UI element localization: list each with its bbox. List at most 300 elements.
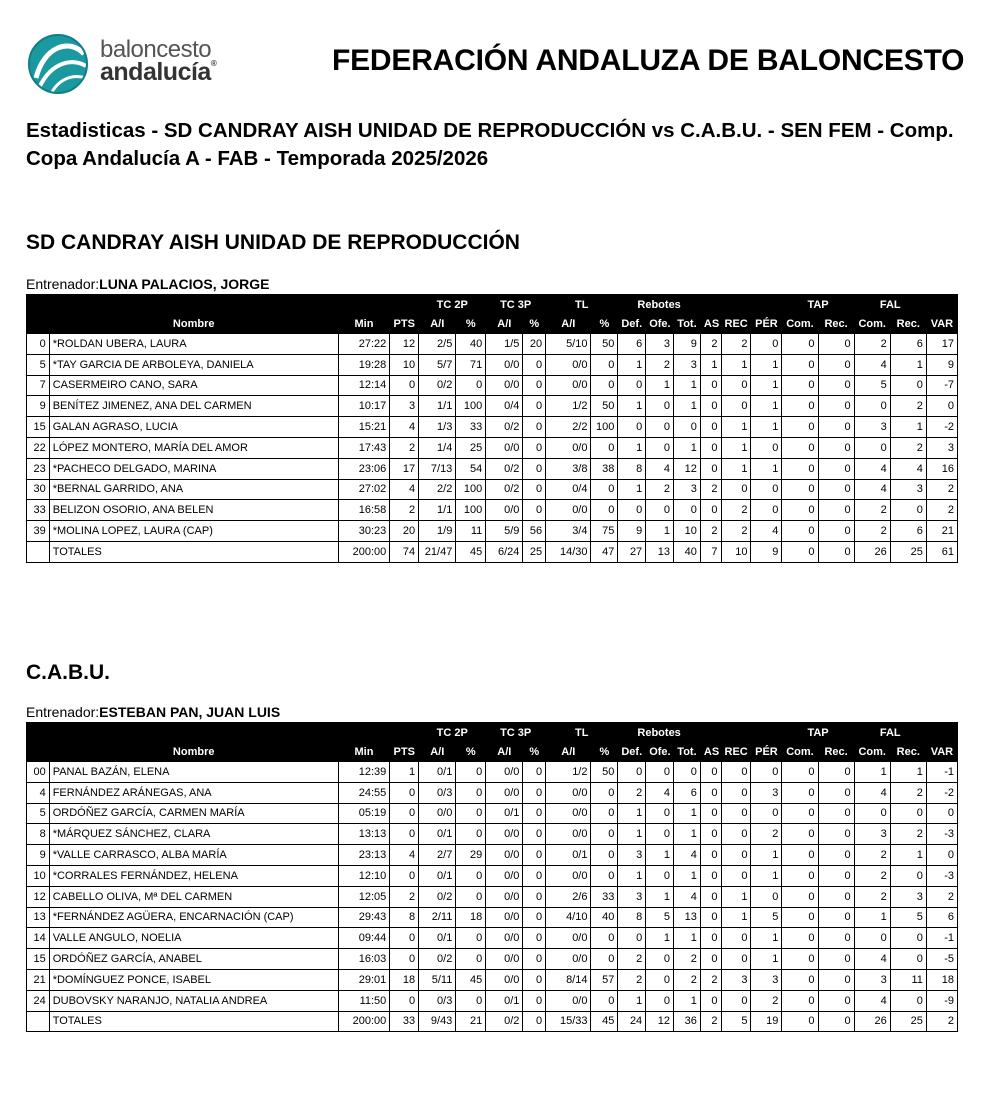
group-header-tap: TAP <box>782 295 854 315</box>
stat-cell: 1 <box>751 417 782 438</box>
stat-cell: 1 <box>646 886 674 907</box>
stat-cell: 1/2 <box>546 762 591 783</box>
stat-cell: 12:14 <box>338 375 390 396</box>
stat-cell: 0 <box>523 845 546 866</box>
stat-cell: 0 <box>782 417 818 438</box>
stat-cell: 0/0 <box>546 928 591 949</box>
stat-cell: 1 <box>618 803 646 824</box>
stat-cell: 20 <box>523 334 546 355</box>
stat-cell: 45 <box>456 541 486 562</box>
stat-cell: 3 <box>890 886 926 907</box>
player-number: 30 <box>27 479 50 500</box>
coach-label: Entrenador: <box>26 276 100 292</box>
stat-cell: 0 <box>618 500 646 521</box>
stat-cell: -3 <box>926 865 957 886</box>
stat-cell: 2 <box>700 969 721 990</box>
stat-cell: 0 <box>700 782 721 803</box>
stat-cell: 0 <box>700 990 721 1011</box>
stat-cell: 1 <box>721 354 751 375</box>
column-header: A/I <box>486 743 523 762</box>
logo-line2 <box>100 60 216 85</box>
player-number: 5 <box>27 803 50 824</box>
stat-cell: 200:00 <box>338 541 390 562</box>
team-name-away: C.A.B.U. <box>26 661 110 684</box>
stat-cell: 0 <box>591 437 618 458</box>
stat-cell: 0 <box>646 396 674 417</box>
stat-cell: 5/7 <box>419 354 456 375</box>
federation-logo <box>26 32 226 96</box>
player-name: CASERMEIRO CANO, SARA <box>49 375 338 396</box>
stat-cell: 3 <box>751 969 782 990</box>
stat-cell: 2 <box>751 824 782 845</box>
stat-cell: 4/10 <box>546 907 591 928</box>
stat-cell: 1 <box>721 907 751 928</box>
stat-cell: 11 <box>456 521 486 542</box>
stat-cell: 0 <box>818 928 854 949</box>
player-name: VALLE ANGULO, NOELIA <box>49 928 338 949</box>
logo-line1: baloncesto <box>100 36 212 63</box>
stat-cell: 27:02 <box>338 479 390 500</box>
column-header: Rec. <box>818 315 854 334</box>
stat-cell: 0 <box>523 865 546 886</box>
stat-cell: 0 <box>646 437 674 458</box>
stat-cell: 21/47 <box>419 541 456 562</box>
stat-cell: 0 <box>818 375 854 396</box>
stat-cell: 74 <box>390 541 419 562</box>
stat-cell: 0 <box>782 521 818 542</box>
player-number: 7 <box>27 375 50 396</box>
stat-cell: 0/1 <box>419 762 456 783</box>
stat-cell: 1 <box>721 417 751 438</box>
stat-cell: 1/4 <box>419 437 456 458</box>
column-header: Rec. <box>890 315 926 334</box>
stat-cell: 0 <box>751 437 782 458</box>
stat-cell: 0 <box>751 762 782 783</box>
stat-cell: 9/43 <box>419 1011 456 1032</box>
stat-cell: 29:01 <box>338 969 390 990</box>
stat-cell: 0 <box>721 762 751 783</box>
stat-cell: 1 <box>674 928 701 949</box>
stat-cell: 1 <box>751 375 782 396</box>
stat-cell: 36 <box>674 1011 701 1032</box>
stat-cell: 0 <box>721 928 751 949</box>
stat-cell: 18 <box>390 969 419 990</box>
stat-cell: 0 <box>721 865 751 886</box>
stat-cell: 0/0 <box>486 907 523 928</box>
column-header <box>27 315 50 334</box>
stat-cell: 2 <box>890 782 926 803</box>
column-header: Tot. <box>674 315 701 334</box>
column-header: A/I <box>546 315 591 334</box>
stat-cell: 0 <box>818 865 854 886</box>
stat-cell: 6 <box>926 907 957 928</box>
stat-cell: 0 <box>591 990 618 1011</box>
stat-cell: 14/30 <box>546 541 591 562</box>
stat-cell: 2 <box>674 969 701 990</box>
stat-cell: 0 <box>782 907 818 928</box>
group-header-fal: FAL <box>854 723 926 743</box>
stat-cell: 15:21 <box>338 417 390 438</box>
player-name: *BERNAL GARRIDO, ANA <box>49 479 338 500</box>
column-header: A/I <box>419 743 456 762</box>
stat-cell: 0/3 <box>419 990 456 1011</box>
stat-cell: 26 <box>854 1011 890 1032</box>
stat-cell: 2 <box>646 479 674 500</box>
stat-cell: -2 <box>926 782 957 803</box>
stat-cell: 2/2 <box>546 417 591 438</box>
player-number <box>27 1011 50 1032</box>
stat-cell: 0 <box>591 803 618 824</box>
stat-cell: 1 <box>751 354 782 375</box>
stat-cell: 0 <box>591 375 618 396</box>
stat-cell: 1 <box>646 521 674 542</box>
stat-cell: 2 <box>721 500 751 521</box>
stat-cell: 0 <box>782 782 818 803</box>
stat-cell: 0/0 <box>486 375 523 396</box>
stat-cell: 1 <box>751 949 782 970</box>
stat-cell: 3 <box>390 396 419 417</box>
stat-cell: 3 <box>721 969 751 990</box>
stat-cell: 0 <box>523 886 546 907</box>
player-number: 0 <box>27 334 50 355</box>
stat-cell: 1 <box>674 437 701 458</box>
stat-cell: 33 <box>390 1011 419 1032</box>
stat-cell: 25 <box>890 1011 926 1032</box>
stat-cell: 1/3 <box>419 417 456 438</box>
player-row <box>27 479 958 500</box>
stat-cell: 13:13 <box>338 824 390 845</box>
stat-cell: 0 <box>721 824 751 845</box>
stat-cell: 56 <box>523 521 546 542</box>
header-column-row <box>27 743 958 762</box>
player-number: 00 <box>27 762 50 783</box>
stat-cell: 0 <box>818 334 854 355</box>
registered-mark: ® <box>210 59 217 68</box>
player-number: 39 <box>27 521 50 542</box>
stat-cell: 19:28 <box>338 354 390 375</box>
stat-cell: 0 <box>782 969 818 990</box>
player-number: 14 <box>27 928 50 949</box>
player-name: *MÁRQUEZ SÁNCHEZ, CLARA <box>49 824 338 845</box>
stat-cell: 0 <box>782 541 818 562</box>
stat-cell: 25 <box>456 437 486 458</box>
stat-cell: -3 <box>926 824 957 845</box>
player-name: PANAL BAZÁN, ELENA <box>49 762 338 783</box>
stat-cell: -1 <box>926 928 957 949</box>
stat-cell: 3/8 <box>546 458 591 479</box>
stat-cell: 0 <box>591 354 618 375</box>
federation-title: FEDERACIÓN ANDALUZA DE BALONCESTO <box>332 44 965 77</box>
stat-cell: 2 <box>700 479 721 500</box>
stat-cell: 1 <box>751 458 782 479</box>
column-header: % <box>523 743 546 762</box>
stat-cell: 0 <box>700 824 721 845</box>
header-column-row <box>27 315 958 334</box>
stat-cell: 6 <box>618 334 646 355</box>
column-header: Ofe. <box>646 743 674 762</box>
stat-cell: 0 <box>700 803 721 824</box>
stat-cell: 13 <box>674 907 701 928</box>
stat-cell: 3 <box>674 479 701 500</box>
stat-cell: 0 <box>646 969 674 990</box>
stat-cell: 16:03 <box>338 949 390 970</box>
stat-cell: 2 <box>926 479 957 500</box>
stat-cell: 0 <box>818 762 854 783</box>
group-header-empty <box>700 295 782 315</box>
stat-cell: 24:55 <box>338 782 390 803</box>
stat-cell: 1 <box>674 375 701 396</box>
column-header: Nombre <box>49 743 338 762</box>
stat-cell: 4 <box>854 782 890 803</box>
group-header-rebotes: Rebotes <box>618 295 701 315</box>
player-row <box>27 354 958 375</box>
stat-cell: 11 <box>890 969 926 990</box>
stat-cell: 0 <box>818 541 854 562</box>
stat-cell: 12:05 <box>338 886 390 907</box>
stat-cell: 54 <box>456 458 486 479</box>
player-name: LÓPEZ MONTERO, MARÍA DEL AMOR <box>49 437 338 458</box>
stat-cell: 2 <box>926 886 957 907</box>
stat-cell: 2 <box>618 782 646 803</box>
stat-cell: 8 <box>618 458 646 479</box>
group-header-tc2p: TC 2P <box>419 723 486 743</box>
stat-cell: 0 <box>646 824 674 845</box>
stat-cell: 0 <box>721 990 751 1011</box>
stat-cell: 10:17 <box>338 396 390 417</box>
stat-cell: 0 <box>456 762 486 783</box>
stat-cell: 3 <box>926 437 957 458</box>
stat-cell: 12:39 <box>338 762 390 783</box>
stat-cell: 1 <box>854 907 890 928</box>
stat-cell: 0 <box>818 990 854 1011</box>
stat-cell: 0/0 <box>546 782 591 803</box>
stat-cell: 20 <box>390 521 419 542</box>
stat-cell: 9 <box>926 354 957 375</box>
stat-cell: 0 <box>890 865 926 886</box>
player-row <box>27 782 958 803</box>
stat-cell: 30:23 <box>338 521 390 542</box>
stat-cell: 0 <box>591 479 618 500</box>
stat-cell: 0 <box>926 845 957 866</box>
stat-cell: 0 <box>523 417 546 438</box>
stat-cell: 100 <box>456 500 486 521</box>
stat-cell: 0 <box>700 437 721 458</box>
logo-wordmark <box>100 38 216 85</box>
player-number: 5 <box>27 354 50 375</box>
stat-cell: 0 <box>782 375 818 396</box>
stat-cell: 33 <box>456 417 486 438</box>
stat-cell: 0 <box>523 500 546 521</box>
stat-cell: 2 <box>390 886 419 907</box>
stat-cell: 1/1 <box>419 396 456 417</box>
stat-cell: 0/2 <box>419 949 456 970</box>
stat-cell: 1/1 <box>419 500 456 521</box>
stat-cell: 0 <box>700 396 721 417</box>
stat-cell: 0 <box>751 803 782 824</box>
stat-cell: 0 <box>523 990 546 1011</box>
stat-cell: 0 <box>390 865 419 886</box>
stat-cell: 1 <box>618 479 646 500</box>
stat-cell: 0 <box>782 396 818 417</box>
stat-cell: 4 <box>674 886 701 907</box>
player-name: *TAY GARCIA DE ARBOLEYA, DANIELA <box>49 354 338 375</box>
stat-cell: -7 <box>926 375 957 396</box>
column-header: Ofe. <box>646 315 674 334</box>
stat-cell: 16 <box>926 458 957 479</box>
stat-cell: 0 <box>818 949 854 970</box>
stat-cell: 0 <box>782 437 818 458</box>
stat-cell: 2 <box>854 886 890 907</box>
player-row <box>27 886 958 907</box>
player-row <box>27 458 958 479</box>
stat-cell: 10 <box>721 541 751 562</box>
stat-cell: -9 <box>926 990 957 1011</box>
stat-cell: 0 <box>890 500 926 521</box>
stat-cell: 0 <box>782 500 818 521</box>
stat-cell: 27 <box>618 541 646 562</box>
stat-cell: 0 <box>751 479 782 500</box>
player-name: BENÍTEZ JIMENEZ, ANA DEL CARMEN <box>49 396 338 417</box>
player-name: CABELLO OLIVA, Mª DEL CARMEN <box>49 886 338 907</box>
group-header-tc3p: TC 3P <box>486 295 546 315</box>
column-header: % <box>591 315 618 334</box>
stat-cell: 0 <box>618 417 646 438</box>
player-row <box>27 803 958 824</box>
player-name: DUBOVSKY NARANJO, NATALIA ANDREA <box>49 990 338 1011</box>
stat-cell: 0 <box>700 417 721 438</box>
stat-cell: 0 <box>390 375 419 396</box>
player-name: ORDÓÑEZ GARCÍA, CARMEN MARÍA <box>49 803 338 824</box>
player-row <box>27 865 958 886</box>
stat-cell: 0 <box>674 417 701 438</box>
stat-cell: 29 <box>456 845 486 866</box>
player-number: 4 <box>27 782 50 803</box>
stat-cell: 0 <box>721 396 751 417</box>
stat-cell: 0 <box>523 928 546 949</box>
stat-cell: 0 <box>721 803 751 824</box>
stat-cell: 1 <box>721 886 751 907</box>
stat-cell: 0 <box>782 928 818 949</box>
stat-cell: 2 <box>721 334 751 355</box>
stat-cell: 23:13 <box>338 845 390 866</box>
stat-cell: 0 <box>618 762 646 783</box>
stat-cell: 0/0 <box>486 782 523 803</box>
stat-cell: 0 <box>782 1011 818 1032</box>
player-row <box>27 500 958 521</box>
player-number: 9 <box>27 396 50 417</box>
stat-cell: 0 <box>700 886 721 907</box>
group-header-tc3p: TC 3P <box>486 723 546 743</box>
stat-cell: 2 <box>751 990 782 1011</box>
stat-cell: 0 <box>926 803 957 824</box>
stat-cell: 0 <box>782 762 818 783</box>
stat-cell: 0 <box>782 824 818 845</box>
coach-home <box>26 276 270 292</box>
stat-cell: 0 <box>523 375 546 396</box>
stat-cell: 0 <box>818 824 854 845</box>
stat-cell: 50 <box>591 762 618 783</box>
stat-cell: 2 <box>390 437 419 458</box>
player-number: 33 <box>27 500 50 521</box>
stat-cell: 0 <box>700 762 721 783</box>
stat-cell: 2 <box>618 949 646 970</box>
stat-cell: 0 <box>390 990 419 1011</box>
stat-cell: 10 <box>390 354 419 375</box>
stat-cell: 1 <box>618 865 646 886</box>
totals-row <box>27 541 958 562</box>
stat-cell: 17:43 <box>338 437 390 458</box>
stat-cell: 0 <box>751 334 782 355</box>
stat-cell: 0 <box>700 865 721 886</box>
stat-cell: 25 <box>890 541 926 562</box>
stat-cell: 8 <box>390 907 419 928</box>
stat-cell: 2 <box>700 1011 721 1032</box>
stat-cell: 0 <box>818 803 854 824</box>
stat-cell: 0 <box>700 907 721 928</box>
stat-cell: 0 <box>818 417 854 438</box>
stat-cell: 2 <box>890 824 926 845</box>
player-name: *VALLE CARRASCO, ALBA MARÍA <box>49 845 338 866</box>
column-header: REC <box>721 743 751 762</box>
stat-cell: 0 <box>646 803 674 824</box>
player-number: 13 <box>27 907 50 928</box>
stat-cell: 0 <box>700 928 721 949</box>
stat-cell: 5 <box>751 907 782 928</box>
stat-cell: 0 <box>782 949 818 970</box>
stat-cell: 24 <box>618 1011 646 1032</box>
column-header: % <box>523 315 546 334</box>
stat-cell: 71 <box>456 354 486 375</box>
player-row <box>27 396 958 417</box>
stat-cell: 0 <box>818 845 854 866</box>
stat-cell: 0 <box>523 354 546 375</box>
stat-cell: 0 <box>456 824 486 845</box>
stat-cell: 2 <box>854 521 890 542</box>
column-header: Com. <box>782 315 818 334</box>
stat-cell: 10 <box>674 521 701 542</box>
stat-cell: 0/0 <box>486 762 523 783</box>
stat-cell: 0/1 <box>546 845 591 866</box>
stat-cell: 50 <box>591 396 618 417</box>
player-name: TOTALES <box>49 1011 338 1032</box>
stat-cell: 0 <box>646 865 674 886</box>
column-header: REC <box>721 315 751 334</box>
stat-cell: 12 <box>674 458 701 479</box>
group-header-empty <box>926 295 957 315</box>
stat-cell: 0 <box>854 803 890 824</box>
stat-cell: 0 <box>523 458 546 479</box>
stat-cell: 4 <box>646 458 674 479</box>
stat-cell: 0/0 <box>486 928 523 949</box>
stat-cell: 0/0 <box>546 500 591 521</box>
stat-cell: 0 <box>854 928 890 949</box>
stat-cell: 0 <box>456 803 486 824</box>
stat-cell: 0/3 <box>419 782 456 803</box>
stat-cell: 0 <box>751 886 782 907</box>
player-row <box>27 907 958 928</box>
stat-cell: 0 <box>818 500 854 521</box>
column-header: A/I <box>486 315 523 334</box>
stat-cell: 33 <box>591 886 618 907</box>
stat-cell: 0 <box>591 845 618 866</box>
group-header-tap: TAP <box>782 723 854 743</box>
stat-cell: 26 <box>854 541 890 562</box>
stat-cell: -5 <box>926 949 957 970</box>
stat-cell: 0 <box>591 782 618 803</box>
stat-cell: 1 <box>646 375 674 396</box>
stat-cell: 17 <box>926 334 957 355</box>
stat-cell: 4 <box>390 479 419 500</box>
